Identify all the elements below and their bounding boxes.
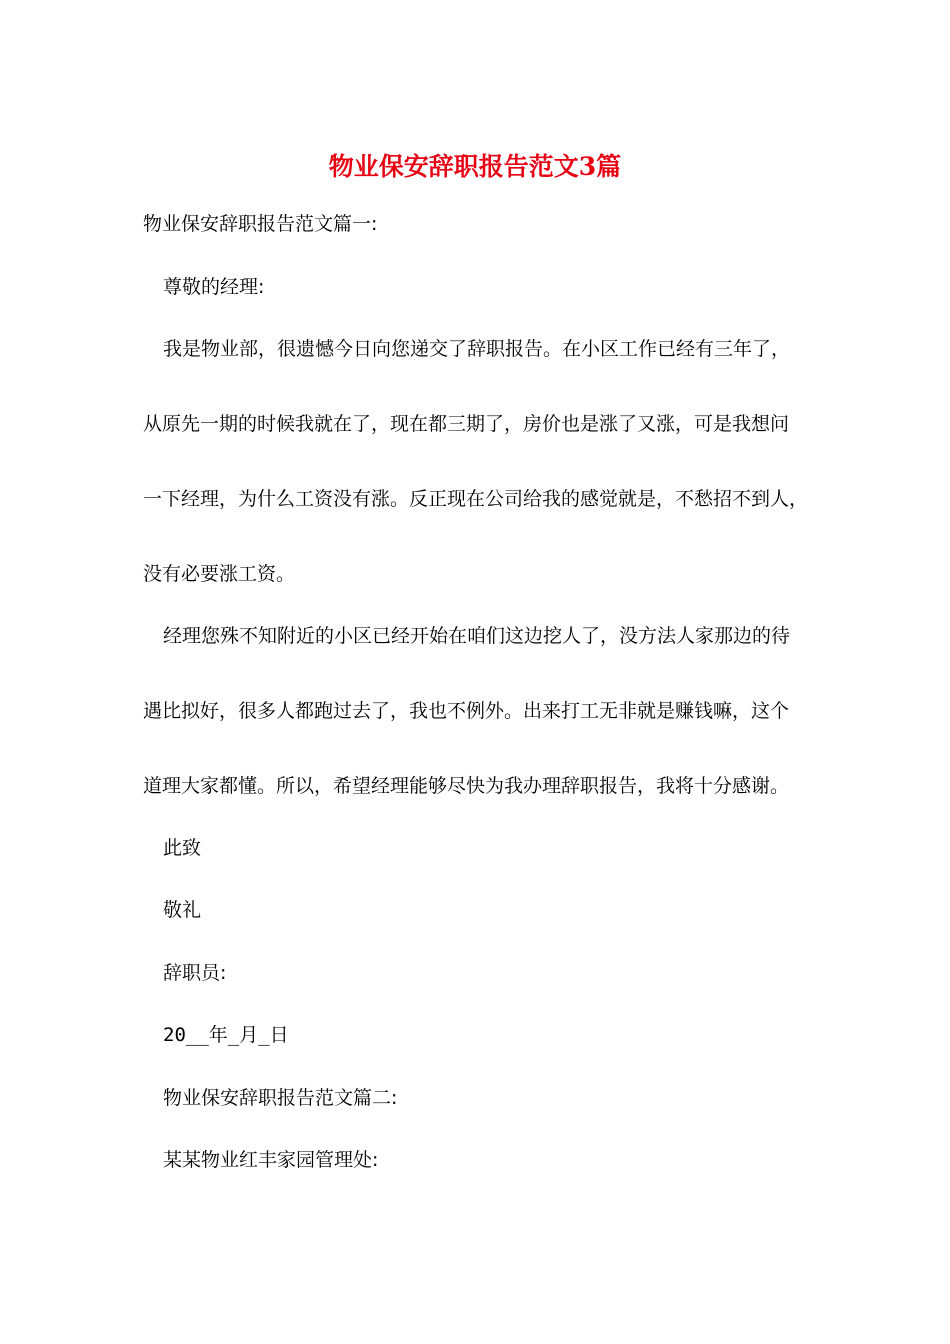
body-line-3: 一下经理，为什么工资没有涨。反正现在公司给我的感觉就是，不愁招不到人， [143,488,809,510]
body-line-4: 没有必要涨工资。 [143,563,296,585]
section-heading-2: 物业保安辞职报告范文篇二: [163,1087,398,1109]
date-line: 20__年_月_日 [163,1024,289,1046]
signature-label: 辞职员: [163,962,227,984]
recipient-line: 某某物业红丰家园管理处: [163,1149,379,1171]
body-line-5: 经理您殊不知附近的小区已经开始在咱们这边挖人了，没方法人家那边的待 [163,625,791,647]
body-line-1: 我是物业部，很遗憾今日向您递交了辞职报告。在小区工作已经有三年了， [163,338,791,360]
document-title: 物业保安辞职报告范文3篇 [328,152,622,181]
body-line-7: 道理大家都懂。所以，希望经理能够尽快为我办理辞职报告，我将十分感谢。 [143,775,790,797]
body-line-2: 从原先一期的时候我就在了，现在都三期了，房价也是涨了又涨，可是我想问 [143,413,790,435]
body-line-6: 遇比拟好，很多人都跑过去了，我也不例外。出来打工无非就是赚钱嘛，这个 [143,700,790,722]
salutation: 尊敬的经理: [163,276,265,298]
closing-1: 此致 [163,837,202,859]
closing-2: 敬礼 [163,899,202,921]
section-heading-1: 物业保安辞职报告范文篇一: [143,213,378,235]
